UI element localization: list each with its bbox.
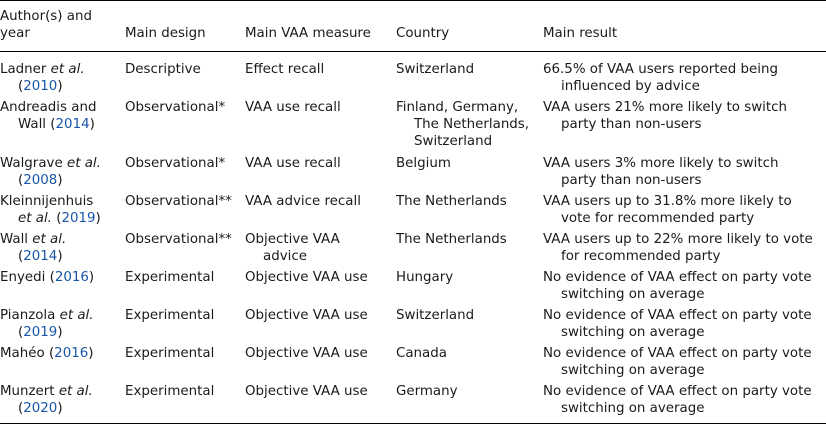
author-line2 bbox=[0, 248, 120, 265]
design-cell: Experimental bbox=[125, 346, 215, 361]
result-cell bbox=[543, 61, 826, 95]
header-design: Main design bbox=[125, 26, 206, 41]
author-etal: et al. bbox=[32, 232, 67, 247]
author-name: Enyedi bbox=[0, 270, 50, 285]
result-line: VAA users 21% more likely to switch bbox=[543, 100, 787, 115]
author-cell bbox=[0, 99, 120, 133]
author-line1 bbox=[0, 193, 120, 210]
header-country: Country bbox=[396, 26, 450, 41]
result-line: switching on average bbox=[561, 363, 705, 378]
author-name: Mahéo bbox=[0, 346, 49, 361]
country-cell bbox=[396, 193, 536, 210]
result-cell bbox=[543, 155, 826, 189]
citation-year-link: 2016 bbox=[54, 270, 89, 285]
country-line: Canada bbox=[396, 346, 447, 361]
author-line1 bbox=[0, 99, 120, 116]
measure-cell bbox=[245, 193, 393, 210]
country-line: The Netherlands, bbox=[414, 117, 530, 132]
table-top-rule bbox=[0, 0, 826, 1]
header-author-line1: Author(s) and bbox=[0, 9, 92, 24]
country-cell bbox=[396, 307, 536, 324]
country-cell bbox=[396, 231, 536, 248]
result-line: party than non-users bbox=[561, 173, 702, 188]
author-line2 bbox=[0, 116, 120, 133]
design-cell: Observational* bbox=[125, 156, 226, 171]
author-line2 bbox=[0, 210, 120, 227]
citation-year[interactable]: (2008) bbox=[18, 173, 63, 188]
author-cell bbox=[0, 193, 120, 227]
country-cell bbox=[396, 383, 536, 400]
author-cell bbox=[0, 307, 120, 341]
citation-year[interactable]: (2014) bbox=[18, 249, 63, 264]
header-result: Main result bbox=[543, 26, 618, 41]
author-cell bbox=[0, 269, 120, 286]
result-line: No evidence of VAA effect on party vote bbox=[543, 270, 812, 285]
design-cell: Experimental bbox=[125, 270, 215, 285]
result-line: influenced by advice bbox=[561, 79, 700, 94]
measure-cell bbox=[245, 61, 393, 78]
measure-cell bbox=[245, 383, 393, 400]
country-line: Finland, Germany, bbox=[396, 100, 519, 115]
design-cell: Descriptive bbox=[125, 62, 201, 77]
author-line1 bbox=[0, 345, 120, 362]
measure-cell bbox=[245, 231, 393, 265]
citation-year-link: 2014 bbox=[23, 249, 58, 264]
country-line: The Netherlands bbox=[396, 194, 507, 209]
country-line: Switzerland bbox=[414, 134, 493, 149]
result-line: No evidence of VAA effect on party vote bbox=[543, 308, 812, 323]
result-cell bbox=[543, 193, 826, 227]
result-cell bbox=[543, 345, 826, 379]
result-cell bbox=[543, 99, 826, 133]
country-cell bbox=[396, 155, 536, 172]
author-line2 bbox=[0, 324, 120, 341]
result-line: for recommended party bbox=[561, 249, 721, 264]
result-line: No evidence of VAA effect on party vote bbox=[543, 384, 812, 399]
citation-year-link: 2014 bbox=[55, 117, 90, 132]
header-measure: Main VAA measure bbox=[245, 26, 371, 41]
citation-year-link: 2010 bbox=[23, 79, 58, 94]
author-line1 bbox=[0, 155, 120, 172]
design-cell: Observational** bbox=[125, 194, 232, 209]
result-line: 66.5% of VAA users reported being bbox=[543, 62, 778, 77]
header-author bbox=[0, 8, 120, 42]
result-cell bbox=[543, 269, 826, 303]
result-line: vote for recommended party bbox=[561, 211, 755, 226]
result-line: No evidence of VAA effect on party vote bbox=[543, 346, 812, 361]
header-rule bbox=[0, 51, 826, 52]
measure-cell bbox=[245, 269, 393, 286]
author-line2 bbox=[0, 400, 120, 417]
author-line1 bbox=[0, 231, 120, 248]
author-name: Kleinnijenhuis bbox=[0, 194, 94, 209]
citation-year-link: 2008 bbox=[23, 173, 58, 188]
author-etal: et al. bbox=[50, 62, 85, 77]
author-cell bbox=[0, 383, 120, 417]
citation-year-link: 2019 bbox=[61, 211, 96, 226]
author-name-cont: Wall bbox=[18, 117, 51, 132]
country-line: Switzerland bbox=[396, 308, 475, 323]
result-line: switching on average bbox=[561, 287, 705, 302]
result-line: VAA users 3% more likely to switch bbox=[543, 156, 779, 171]
author-line1 bbox=[0, 383, 120, 400]
measure-cell bbox=[245, 307, 393, 324]
measure-line: VAA advice recall bbox=[245, 194, 361, 209]
author-etal: et al. bbox=[66, 156, 101, 171]
country-cell bbox=[396, 345, 536, 362]
country-line: Belgium bbox=[396, 156, 451, 171]
measure-line: advice bbox=[263, 249, 307, 264]
country-cell bbox=[396, 269, 536, 286]
result-cell bbox=[543, 231, 826, 265]
result-line: VAA users up to 22% more likely to vote bbox=[543, 232, 813, 247]
citation-year-link: 2016 bbox=[54, 346, 89, 361]
citation-year[interactable]: (2019) bbox=[56, 211, 101, 226]
measure-line: Objective VAA use bbox=[245, 346, 368, 361]
author-name: Ladner bbox=[0, 62, 51, 77]
country-line: The Netherlands bbox=[396, 232, 507, 247]
design-cell: Experimental bbox=[125, 384, 215, 399]
author-name: Wall bbox=[0, 232, 33, 247]
author-cell bbox=[0, 345, 120, 362]
result-line: switching on average bbox=[561, 401, 705, 416]
author-name: Walgrave bbox=[0, 156, 67, 171]
result-line: VAA users up to 31.8% more likely to bbox=[543, 194, 792, 209]
author-line1 bbox=[0, 269, 120, 286]
result-cell bbox=[543, 383, 826, 417]
measure-line: Objective VAA use bbox=[245, 308, 368, 323]
measure-line: VAA use recall bbox=[245, 100, 341, 115]
measure-line: Objective VAA use bbox=[245, 384, 368, 399]
author-line2 bbox=[0, 78, 120, 95]
citation-year[interactable]: (2010) bbox=[18, 79, 63, 94]
country-cell bbox=[396, 99, 536, 150]
measure-cell bbox=[245, 155, 393, 172]
measure-cell bbox=[245, 99, 393, 116]
author-name: Andreadis and bbox=[0, 100, 97, 115]
country-line: Germany bbox=[396, 384, 458, 399]
author-line2 bbox=[0, 172, 120, 189]
measure-cell bbox=[245, 345, 393, 362]
result-line: switching on average bbox=[561, 325, 705, 340]
citation-year-link: 2019 bbox=[23, 325, 58, 340]
result-cell bbox=[543, 307, 826, 341]
author-line1 bbox=[0, 61, 120, 78]
author-cell bbox=[0, 231, 120, 265]
author-etal: et al. bbox=[18, 211, 52, 226]
measure-line: Effect recall bbox=[245, 62, 325, 77]
author-line1 bbox=[0, 307, 120, 324]
country-line: Switzerland bbox=[396, 62, 475, 77]
author-etal: et al. bbox=[59, 308, 94, 323]
measure-line: Objective VAA use bbox=[245, 270, 368, 285]
measure-line: VAA use recall bbox=[245, 156, 341, 171]
author-name: Pianzola bbox=[0, 308, 60, 323]
citation-year[interactable]: (2014) bbox=[50, 117, 95, 132]
result-line: party than non-users bbox=[561, 117, 702, 132]
header-author-line2: year bbox=[0, 26, 30, 41]
author-cell bbox=[0, 61, 120, 95]
citation-year[interactable]: (2020) bbox=[18, 401, 63, 416]
citation-year[interactable]: (2016) bbox=[48, 346, 94, 361]
author-cell bbox=[0, 155, 120, 189]
design-cell: Experimental bbox=[125, 308, 215, 323]
country-cell bbox=[396, 61, 536, 78]
citation-year[interactable]: (2016) bbox=[49, 270, 95, 285]
design-cell: Observational* bbox=[125, 100, 226, 115]
citation-year[interactable]: (2019) bbox=[18, 325, 63, 340]
author-name: Munzert bbox=[0, 384, 59, 399]
design-cell: Observational** bbox=[125, 232, 232, 247]
country-line: Hungary bbox=[396, 270, 454, 285]
citation-year-link: 2020 bbox=[23, 401, 58, 416]
measure-line: Objective VAA bbox=[245, 232, 340, 247]
author-etal: et al. bbox=[58, 384, 93, 399]
